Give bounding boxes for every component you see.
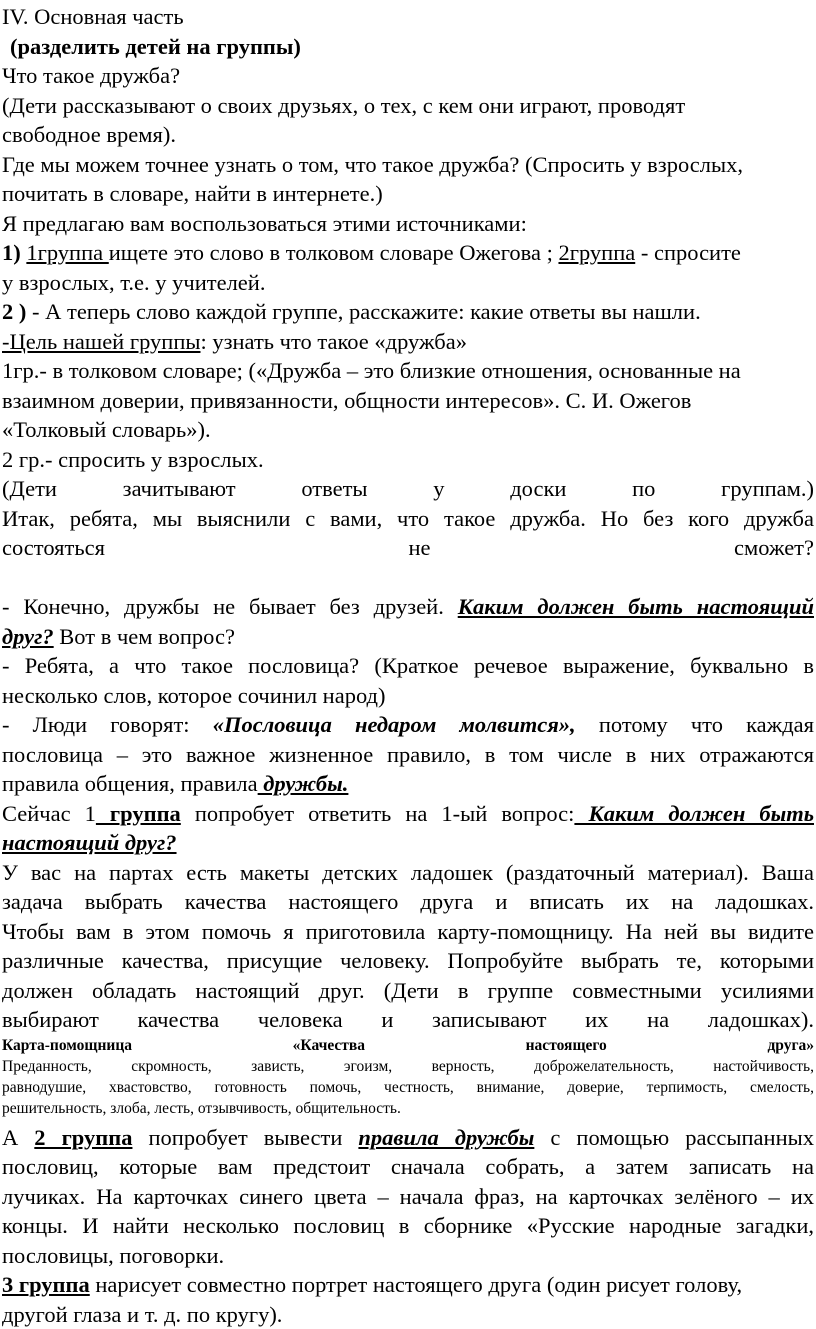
paragraph-line: «Толковый словарь»). xyxy=(2,415,814,445)
step-1 xyxy=(2,238,814,268)
paragraph-line: почитать в словаре, найти в интернете.) xyxy=(2,179,814,209)
text-run: Сейчас 1 xyxy=(2,801,96,826)
key-question-end: друг? xyxy=(2,624,54,649)
paragraph-line: Где мы можем точнее узнать о том, что такое дружба? (Спросить у взрослых, xyxy=(2,150,814,180)
paragraph-line: пословица – это важное жизненное правило, в том числе в них отражаются xyxy=(2,740,814,770)
goal-label: -Цель нашей группы xyxy=(2,329,200,354)
paragraph-line: лучиках. На карточках синего цвета – начала фраз, на карточках зелёного – их xyxy=(2,1182,814,1212)
paragraph-line: пословиц, которые вам предстоит сначала собрать, а затем записать на xyxy=(2,1152,814,1182)
step-1-end: - спросите xyxy=(635,240,741,265)
task-3-line xyxy=(2,1270,814,1300)
paragraph-line: взаимном доверии, привязанности, общности интересов». С. И. Ожегов xyxy=(2,386,814,416)
helper-card-line: равнодушие, хвастовство, готовность помочь, честность, внимание, доверие, терпимость, смелость, xyxy=(2,1077,814,1098)
step-1-text: ищете это слово в толковом словаре Ожегова ; xyxy=(109,240,559,265)
text-run: А xyxy=(2,1125,34,1150)
goal-line xyxy=(2,327,814,357)
task-1-line xyxy=(2,799,814,829)
paragraph-line: У вас на партах есть макеты детских ладошек (раздаточный материал). Ваша xyxy=(2,858,814,888)
helper-card-line: решительность, злоба, лесть, отзывчивость, общительность. xyxy=(2,1098,814,1119)
friend-question-line xyxy=(2,592,814,622)
key-question: Каким должен быть настоящий xyxy=(458,594,814,619)
paragraph-line: должен обладать настоящий друг. (Дети в группе совместными усилиями xyxy=(2,976,814,1006)
paragraph-line: различные качества, присущие человеку. Попробуйте выбрать те, которыми xyxy=(2,946,814,976)
text-run: с помощью рассыпанных xyxy=(534,1125,814,1150)
step-2 xyxy=(2,297,814,327)
paragraph-line: Чтобы вам в этом помочь я приготовила карту-помощницу. На ней вы видите xyxy=(2,917,814,947)
proverb-line-3 xyxy=(2,769,814,799)
proverb-line xyxy=(2,710,814,740)
paragraph-line: несколько слов, которое сочинил народ) xyxy=(2,681,814,711)
paragraph-line: - Ребята, а что такое пословица? (Краткое речевое выражение, буквально в xyxy=(2,651,814,681)
task-2-line xyxy=(2,1123,814,1153)
step-2-text: - А теперь слово каждой группе, расскажите: какие ответы вы нашли. xyxy=(26,299,700,324)
paragraph-line: состояться не сможет? xyxy=(2,533,814,563)
question-friendship: Что такое дружба? xyxy=(2,61,814,91)
paragraph-line: пословицы, поговорки. xyxy=(2,1241,814,1271)
paragraph-line: концы. И найти несколько пословиц в сборнике «Русские народные загадки, xyxy=(2,1211,814,1241)
paragraph-line: задача выбрать качества настоящего друга и вписать их на ладошках. xyxy=(2,887,814,917)
key-question: Каким должен быть xyxy=(574,801,814,826)
paragraph-line: свободное время). xyxy=(2,120,814,150)
paragraph-line: выбирают качества человека и записывают их на ладошках). xyxy=(2,1005,814,1035)
group-2-emphasis: 2 группа xyxy=(34,1125,132,1150)
paragraph-line: Итак, ребята, мы выяснили с вами, что такое дружба. Но без кого дружба xyxy=(2,504,814,534)
group-1-label: 1группа xyxy=(26,240,108,265)
friendship-emphasis: дружбы. xyxy=(258,771,349,796)
blank-line xyxy=(2,563,814,593)
text-run: попробует ответить на 1-ый вопрос: xyxy=(181,801,575,826)
helper-card-line: Преданность, скромность, зависть, эгоизм, верность, доброжелательность, настойчивость, xyxy=(2,1056,814,1077)
paragraph-line: 1гр.- в толковом словаре; («Дружба – это близкие отношения, основанные на xyxy=(2,356,814,386)
rules-emphasis: правила дружбы xyxy=(358,1125,534,1150)
key-question-end: настоящий друг? xyxy=(2,828,814,858)
paragraph-line: другой глаза и т. д. по кругу). xyxy=(2,1300,814,1329)
friend-question-line-2 xyxy=(2,622,814,652)
proverb-quote: «Пословица недаром молвится», xyxy=(213,712,576,737)
step-1-number: 1) xyxy=(2,240,21,265)
paragraph-line: (Дети рассказывают о своих друзьях, о тех, с кем они играют, проводят xyxy=(2,91,814,121)
paragraph-line: Я предлагаю вам воспользоваться этими источниками: xyxy=(2,209,814,239)
group-3-emphasis: 3 группа xyxy=(2,1272,90,1297)
goal-text: : узнать что такое «дружба» xyxy=(200,329,466,354)
paragraph-line: (Дети зачитывают ответы у доски по группам.) xyxy=(2,474,814,504)
text-run: Вот в чем вопрос? xyxy=(54,624,235,649)
text-run: попробует вывести xyxy=(132,1125,358,1150)
paragraph-line: у взрослых, т.е. у учителей. xyxy=(2,268,814,298)
text-run: - Люди говорят: xyxy=(2,712,213,737)
group-2-label: 2группа xyxy=(558,240,635,265)
section-heading: IV. Основная часть xyxy=(2,2,814,32)
section-subheading: (разделить детей на группы) xyxy=(2,32,814,62)
paragraph-line: 2 гр.- спросить у взрослых. xyxy=(2,445,814,475)
text-run: потому что каждая xyxy=(576,712,814,737)
helper-card-title: Карта-помощница «Качества настоящего друга» xyxy=(2,1035,814,1056)
text-run: - Конечно, дружбы не бывает без друзей. xyxy=(2,594,458,619)
group-1-emphasis: группа xyxy=(96,801,181,826)
step-2-number: 2 ) xyxy=(2,299,26,324)
text-run: нарисует совместно портрет настоящего друга (один рисует голову, xyxy=(90,1272,742,1297)
text-run: правила общения, правила xyxy=(2,771,258,796)
